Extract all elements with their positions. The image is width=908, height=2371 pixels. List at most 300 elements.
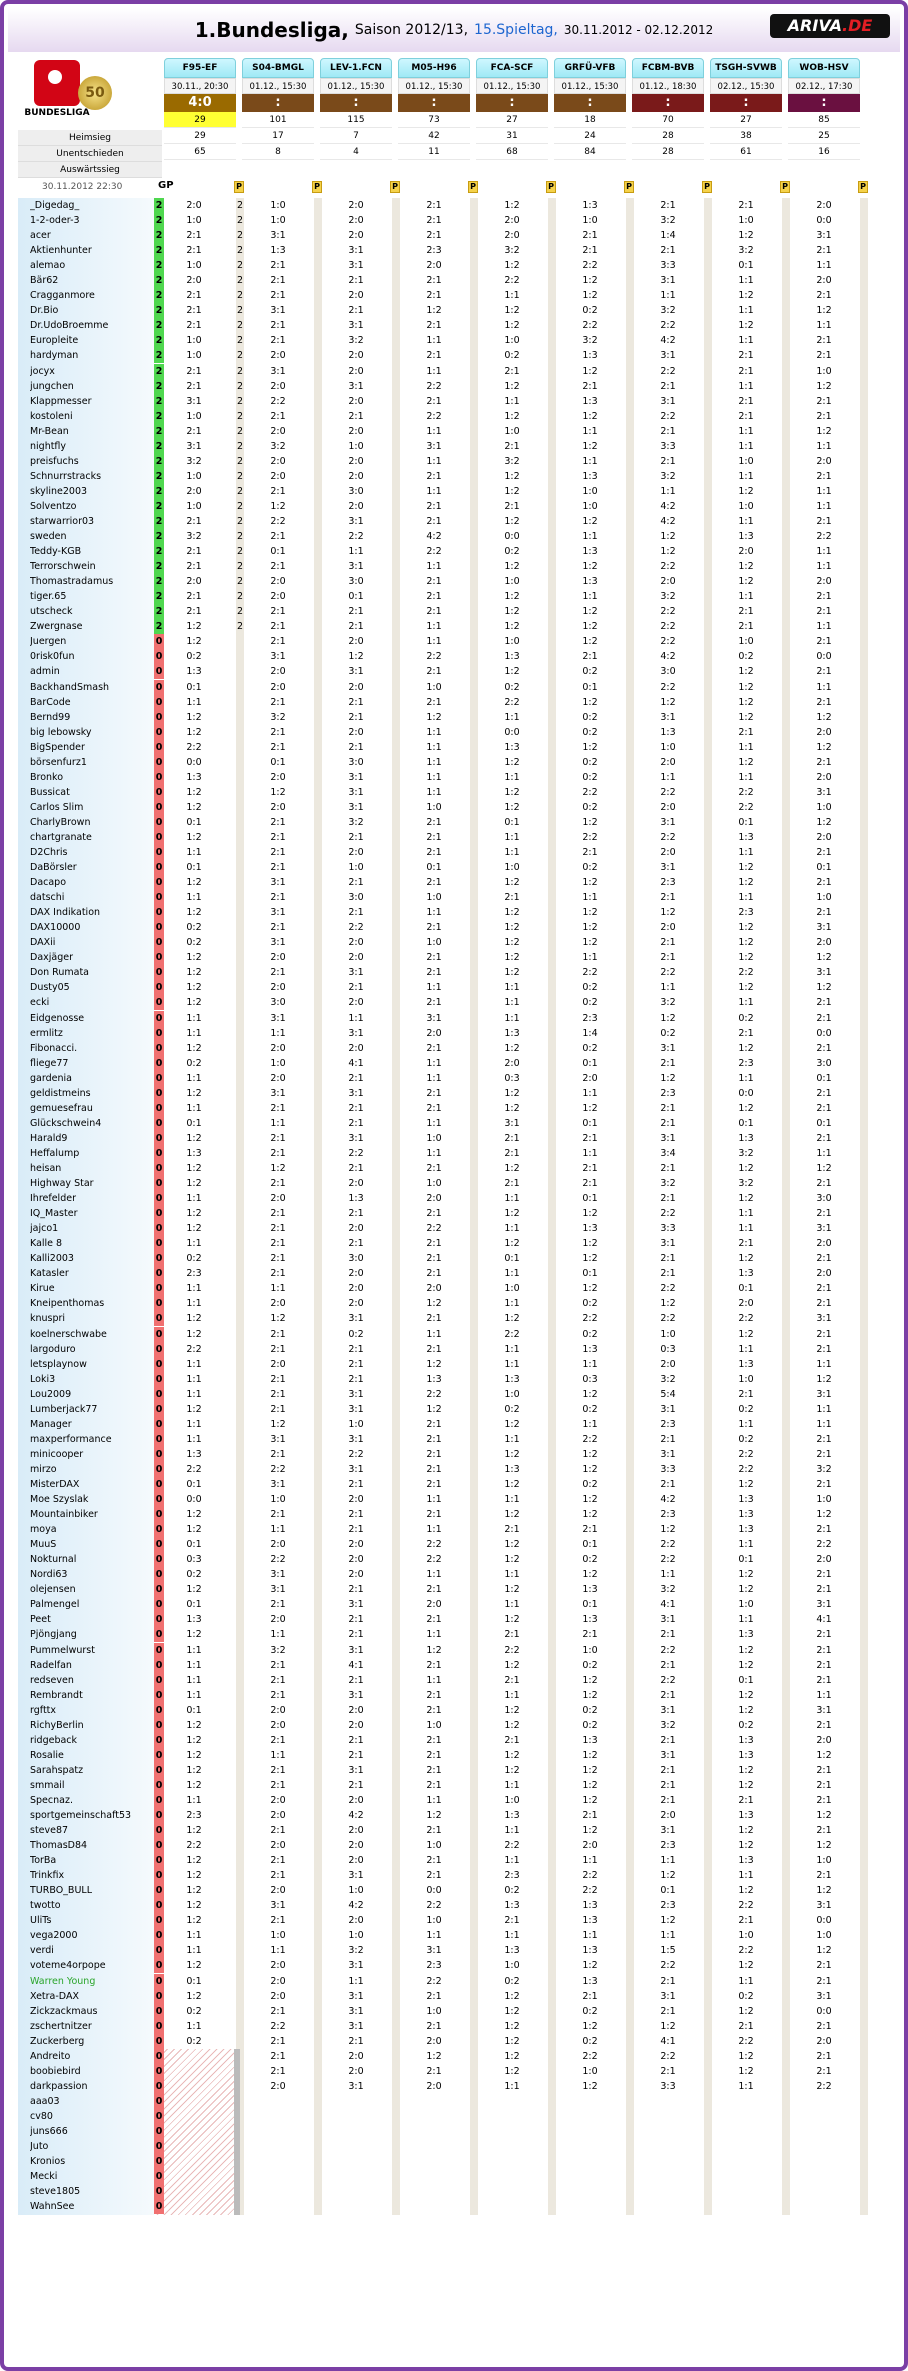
tip-cell: 3:1 xyxy=(660,1403,676,1415)
player-name[interactable]: boobiebird xyxy=(30,2065,81,2077)
table-row xyxy=(18,920,898,935)
tip-cell: 2:0 xyxy=(270,2080,286,2092)
player-name[interactable]: admin xyxy=(30,666,60,678)
table-row xyxy=(18,273,898,288)
player-name[interactable]: BarCode xyxy=(30,696,71,708)
tip-cell: 2:1 xyxy=(660,2065,676,2077)
tip-cell: 1:1 xyxy=(426,1072,442,1084)
player-name[interactable]: Harald9 xyxy=(30,1132,68,1144)
tip-cell: 2:0 xyxy=(270,380,286,392)
tip-cell: 2:2 xyxy=(660,681,676,693)
tip-cell: 2:0 xyxy=(270,1990,286,2002)
table-row xyxy=(18,1056,898,1071)
player-name[interactable]: Rembrandt xyxy=(30,1689,83,1701)
player-name[interactable]: Warren Young xyxy=(30,1975,96,1987)
player-name[interactable]: jungchen xyxy=(30,380,74,392)
tip-cell: 1:1 xyxy=(504,2080,520,2092)
match-column-grfü-vfb[interactable] xyxy=(554,58,626,176)
table-row xyxy=(18,454,898,469)
player-name[interactable]: Lumberjack77 xyxy=(30,1403,98,1415)
tip-cell: 2:2 xyxy=(738,801,754,813)
table-row xyxy=(18,1131,898,1146)
player-name[interactable]: voteme4orpope xyxy=(30,1960,106,1972)
tip-cell: 1:2 xyxy=(582,1794,598,1806)
player-name[interactable]: Kalle 8 xyxy=(30,1238,63,1250)
tip-cell: 1:2 xyxy=(186,1825,202,1837)
tip-cell: 1:1 xyxy=(738,1343,754,1355)
player-name[interactable]: Cragganmore xyxy=(30,290,95,302)
player-name[interactable]: Bernd99 xyxy=(30,711,71,723)
tip-cell: 3:0 xyxy=(348,576,364,588)
tip-cell: 2:0 xyxy=(348,937,364,949)
match-column-fcbm-bvb[interactable] xyxy=(632,58,704,176)
player-name[interactable]: Andreito xyxy=(30,2050,71,2062)
match-column-m05-h96[interactable] xyxy=(398,58,470,176)
tip-cell: 1:2 xyxy=(738,756,754,768)
player-name[interactable]: gardenia xyxy=(30,1072,72,1084)
player-name[interactable]: DaBörsler xyxy=(30,862,77,874)
player-name[interactable]: Radelfan xyxy=(30,1659,72,1671)
table-row xyxy=(18,1552,898,1567)
tip-cell: 2:1 xyxy=(660,1253,676,1265)
table-row xyxy=(18,424,898,439)
tip-cell: 1:2 xyxy=(270,500,286,512)
tip-cell: 2:1 xyxy=(660,1433,676,1445)
tip-cell: 2:3 xyxy=(426,1960,442,1972)
tip-cell: 2:1 xyxy=(270,1373,286,1385)
player-name[interactable]: ecki xyxy=(30,997,50,1009)
player-name[interactable]: sportgemeinschaft53 xyxy=(30,1810,132,1822)
tip-cell: 2:2 xyxy=(660,831,676,843)
player-name[interactable]: rgfttx xyxy=(30,1704,57,1716)
player-name[interactable]: Bär62 xyxy=(30,275,59,287)
gp-score: 0 xyxy=(155,2141,163,2153)
player-name[interactable]: Teddy-KGB xyxy=(30,546,82,558)
table-row xyxy=(18,1402,898,1417)
player-name[interactable]: börsenfurz1 xyxy=(30,756,87,768)
player-name[interactable]: Kirue xyxy=(30,1283,55,1295)
tip-cell: 2:1 xyxy=(426,967,442,979)
tip-cell: 1:2 xyxy=(270,786,286,798)
player-name[interactable]: Klappmesser xyxy=(30,395,92,407)
player-name[interactable]: Juergen xyxy=(30,636,67,648)
player-name[interactable]: minicooper xyxy=(30,1448,84,1460)
player-name[interactable]: Terrorschwein xyxy=(30,561,96,573)
tip-cell: 2:1 xyxy=(348,1734,364,1746)
gp-score: 0 xyxy=(155,741,163,753)
tip-cell: 1:2 xyxy=(504,2065,520,2077)
tip-cell: 2:2 xyxy=(582,2050,598,2062)
player-name[interactable]: Bronko xyxy=(30,771,64,783)
player-name[interactable]: DAX Indikation xyxy=(30,907,101,919)
tip-cell: 1:2 xyxy=(504,1087,520,1099)
table-row xyxy=(18,2034,898,2049)
tip-cell: 0:1 xyxy=(582,1117,598,1129)
player-name[interactable]: geldistmeins xyxy=(30,1087,91,1099)
table-row xyxy=(18,1793,898,1808)
player-name[interactable]: Pjöngjang xyxy=(30,1629,77,1641)
gp-score: 0 xyxy=(155,922,163,934)
table-row xyxy=(18,1236,898,1251)
gp-score: 0 xyxy=(155,1674,163,1686)
tip-cell: 0:1 xyxy=(186,681,202,693)
player-name[interactable]: Glückschwein4 xyxy=(30,1117,102,1129)
tip-cell: 2:0 xyxy=(816,937,832,949)
player-name[interactable]: CharlyBrown xyxy=(30,816,91,828)
player-name[interactable]: Aktienhunter xyxy=(30,245,92,257)
player-name[interactable]: Dr.UdoBroemme xyxy=(30,320,109,332)
player-name[interactable]: Mr-Bean xyxy=(30,425,69,437)
tip-cell: 3:1 xyxy=(660,1132,676,1144)
player-name[interactable]: largoduro xyxy=(30,1343,76,1355)
player-name[interactable]: Carlos Slim xyxy=(30,801,84,813)
player-name[interactable]: Sarahspatz xyxy=(30,1764,84,1776)
player-name[interactable]: _Digedag_ xyxy=(30,200,80,211)
tip-cell: 0:2 xyxy=(582,862,598,874)
player-name[interactable]: MisterDAX xyxy=(30,1478,80,1490)
tip-cell: 3:1 xyxy=(270,1569,286,1581)
tip-cell: 0:1 xyxy=(186,816,202,828)
match-column-tsgh-svwb[interactable] xyxy=(710,58,782,176)
match-result: : xyxy=(320,94,392,112)
player-name[interactable]: Moe Szyslak xyxy=(30,1494,89,1506)
tip-cell: 3:2 xyxy=(660,305,676,317)
tip-cell: 3:1 xyxy=(270,365,286,377)
match-points: 2 xyxy=(236,305,244,317)
table-row xyxy=(18,1176,898,1191)
tip-cell: 2:1 xyxy=(660,1764,676,1776)
tip-cell: 0:1 xyxy=(270,546,286,558)
player-name[interactable]: Daxjäger xyxy=(30,952,74,964)
tip-cell: 1:0 xyxy=(270,215,286,227)
player-name[interactable]: Kneipenthomas xyxy=(30,1298,105,1310)
player-name[interactable]: Katasler xyxy=(30,1268,69,1280)
tip-cell: 3:0 xyxy=(348,1253,364,1265)
player-name[interactable]: Europleite xyxy=(30,335,79,347)
tip-cell: 2:0 xyxy=(348,230,364,242)
player-name[interactable]: acer xyxy=(30,230,51,242)
player-name[interactable]: skyline2003 xyxy=(30,485,88,497)
player-name[interactable]: steve87 xyxy=(30,1825,69,1837)
player-name[interactable]: maxperformance xyxy=(30,1433,112,1445)
tip-cell: 2:1 xyxy=(816,847,832,859)
player-name[interactable]: Dacapo xyxy=(30,877,67,889)
player-name[interactable]: jajco1 xyxy=(30,1223,59,1235)
gp-score: 0 xyxy=(155,1840,163,1852)
player-name[interactable]: IQ_Master xyxy=(30,1208,78,1220)
player-name[interactable]: D2Chris xyxy=(30,847,68,859)
player-name[interactable]: TURBO_BULL xyxy=(30,1885,92,1897)
player-name[interactable]: Highway Star xyxy=(30,1178,94,1190)
tip-cell: 2:0 xyxy=(348,2065,364,2077)
tip-cell: 2:1 xyxy=(270,485,286,497)
tip-cell: 1:1 xyxy=(504,1298,520,1310)
player-name[interactable]: starwarrior03 xyxy=(30,515,95,527)
player-name[interactable]: MuuS xyxy=(30,1539,57,1551)
player-name[interactable]: koelnerschwabe xyxy=(30,1328,107,1340)
tip-cell: 2:1 xyxy=(504,1915,520,1927)
table-row xyxy=(18,649,898,664)
player-name[interactable]: big lebowsky xyxy=(30,726,92,738)
tip-cell: 1:3 xyxy=(504,1945,520,1957)
gp-score: 0 xyxy=(155,2035,163,2047)
player-name[interactable]: Juto xyxy=(30,2141,49,2153)
tip-cell: 2:2 xyxy=(426,1223,442,1235)
tip-cell: 1:1 xyxy=(738,997,754,1009)
tip-cell: 2:0 xyxy=(426,2035,442,2047)
player-name[interactable]: tiger.65 xyxy=(30,591,67,603)
tip-cell: 3:1 xyxy=(270,877,286,889)
tip-cell: 2:1 xyxy=(426,500,442,512)
tip-cell: 2:1 xyxy=(816,1960,832,1972)
player-name[interactable]: sweden xyxy=(30,531,67,543)
player-name[interactable]: 1-2-oder-3 xyxy=(30,215,80,227)
tip-cell: 2:0 xyxy=(186,485,202,497)
tip-cell: 1:2 xyxy=(504,260,520,272)
tip-cell: 1:1 xyxy=(816,1689,832,1701)
player-name[interactable]: Don Rumata xyxy=(30,967,89,979)
gp-score: 0 xyxy=(155,1087,163,1099)
tip-cell: 2:1 xyxy=(270,1102,286,1114)
tip-cell: 2:1 xyxy=(270,696,286,708)
player-name[interactable]: datschi xyxy=(30,892,65,904)
player-name[interactable]: Thomastradamus xyxy=(30,576,114,588)
player-name[interactable]: Manager xyxy=(30,1418,72,1430)
tip-cell: 1:2 xyxy=(582,1208,598,1220)
tip-cell: 1:1 xyxy=(186,1945,202,1957)
tip-cell: 0:1 xyxy=(186,1599,202,1611)
title-bar xyxy=(8,8,900,52)
player-name[interactable]: Kalli2003 xyxy=(30,1253,74,1265)
player-name[interactable]: Schnurrstracks xyxy=(30,470,102,482)
tip-cell: 1:2 xyxy=(738,230,754,242)
tip-cell: 1:1 xyxy=(816,561,832,573)
tip-cell: 2:1 xyxy=(186,591,202,603)
player-name[interactable]: vega2000 xyxy=(30,1930,78,1942)
player-name[interactable]: Dr.Bio xyxy=(30,305,59,317)
match-column-fca-scf[interactable] xyxy=(476,58,548,176)
tip-cell: 3:1 xyxy=(270,1012,286,1024)
player-name[interactable]: aaa03 xyxy=(30,2095,60,2107)
tip-cell: 1:2 xyxy=(186,1042,202,1054)
player-name[interactable]: Kronios xyxy=(30,2156,66,2168)
tip-cell: 0:0 xyxy=(816,1027,832,1039)
player-name[interactable]: TorBa xyxy=(30,1855,57,1867)
tip-cell: 2:1 xyxy=(426,591,442,603)
bundesliga-logo-icon xyxy=(34,60,80,106)
table-row xyxy=(18,1958,898,1973)
player-name[interactable]: Mecki xyxy=(30,2171,58,2183)
tip-cell: 1:1 xyxy=(660,485,676,497)
player-name[interactable]: Ihrefelder xyxy=(30,1193,76,1205)
player-name[interactable]: DAXii xyxy=(30,937,56,949)
tip-cell: 1:1 xyxy=(186,1358,202,1370)
player-name[interactable]: nightfly xyxy=(30,440,67,452)
home-win-count: 18 xyxy=(554,112,626,128)
tip-cell: 1:2 xyxy=(504,1539,520,1551)
match-column-f95-ef[interactable] xyxy=(164,58,236,176)
tip-cell: 2:0 xyxy=(348,1794,364,1806)
tip-cell: 2:3 xyxy=(186,1810,202,1822)
player-name[interactable]: kostoleni xyxy=(30,410,73,422)
tip-cell: 1:1 xyxy=(738,741,754,753)
player-name[interactable]: Loki3 xyxy=(30,1373,56,1385)
player-name[interactable]: Lou2009 xyxy=(30,1388,72,1400)
tip-cell: 1:0 xyxy=(186,470,202,482)
tip-cell: 1:2 xyxy=(738,1779,754,1791)
matchday-link[interactable]: 15.Spieltag, xyxy=(474,22,558,38)
player-name[interactable]: RichyBerlin xyxy=(30,1719,84,1731)
tip-cell: 2:1 xyxy=(348,1072,364,1084)
player-name[interactable]: fliege77 xyxy=(30,1057,69,1069)
player-name[interactable]: utscheck xyxy=(30,606,73,618)
player-name[interactable]: moya xyxy=(30,1524,57,1536)
tip-cell: 2:2 xyxy=(738,2035,754,2047)
player-name[interactable]: Peet xyxy=(30,1614,51,1626)
tip-cell: 2:1 xyxy=(270,816,286,828)
tip-cell: 2:1 xyxy=(816,1102,832,1114)
gp-score: 0 xyxy=(155,1644,163,1656)
player-name[interactable]: gemuesefrau xyxy=(30,1102,93,1114)
player-name[interactable]: hardyman xyxy=(30,350,79,362)
tip-cell: 0:2 xyxy=(186,1569,202,1581)
player-name[interactable]: Mountainbiker xyxy=(30,1509,98,1521)
tip-cell: 2:3 xyxy=(738,1057,754,1069)
player-name[interactable]: smmail xyxy=(30,1779,65,1791)
player-name[interactable]: Zuckerberg xyxy=(30,2035,85,2047)
tip-cell: 0:1 xyxy=(816,1072,832,1084)
player-name[interactable]: heisan xyxy=(30,1163,62,1174)
gp-score: 0 xyxy=(155,726,163,738)
player-name[interactable]: ermlitz xyxy=(30,1027,63,1039)
player-name[interactable]: Zickzackmaus xyxy=(30,2005,98,2017)
match-points: 2 xyxy=(236,410,244,422)
player-name[interactable]: Specnaz. xyxy=(30,1794,73,1806)
player-name[interactable]: redseven xyxy=(30,1674,74,1686)
match-column-wob-hsv[interactable] xyxy=(788,58,860,176)
player-name[interactable]: Palmengel xyxy=(30,1599,80,1611)
player-name[interactable]: zschertnitzer xyxy=(30,2020,92,2032)
tip-cell: 1:3 xyxy=(348,1193,364,1205)
tip-cell: 3:1 xyxy=(660,1448,676,1460)
ariva-logo[interactable]: ARIVA.DE xyxy=(770,14,890,38)
player-name[interactable]: Dusty05 xyxy=(30,982,70,994)
tip-cell: 1:1 xyxy=(426,1147,442,1159)
player-name[interactable]: Xetra-DAX xyxy=(30,1990,79,2002)
player-name[interactable]: knuspri xyxy=(30,1313,66,1325)
tip-cell: 2:0 xyxy=(348,1855,364,1867)
player-name[interactable]: Nordi63 xyxy=(30,1569,68,1581)
tip-cell: 2:1 xyxy=(348,1524,364,1536)
tip-cell: 2:2 xyxy=(660,1313,676,1325)
gp-score: 0 xyxy=(155,1343,163,1355)
tip-cell: 1:2 xyxy=(660,1298,676,1310)
tip-cell: 1:1 xyxy=(582,952,598,964)
tip-cell: 2:1 xyxy=(816,1298,832,1310)
player-name[interactable]: BackhandSmash xyxy=(30,681,110,693)
tip-cell: 1:1 xyxy=(738,771,754,783)
player-name[interactable]: jocyx xyxy=(30,365,55,377)
tip-cell: 1:0 xyxy=(504,1794,520,1806)
tip-cell: 1:2 xyxy=(816,425,832,437)
tip-cell: 3:1 xyxy=(348,1599,364,1611)
tip-cell: 2:2 xyxy=(660,320,676,332)
player-name[interactable]: cv80 xyxy=(30,2110,53,2122)
tip-cell: 1:2 xyxy=(186,1208,202,1220)
tip-cell: 2:1 xyxy=(738,1238,754,1250)
player-name[interactable]: olejensen xyxy=(30,1584,76,1596)
tip-cell: 2:1 xyxy=(816,1132,832,1144)
tip-cell: 1:2 xyxy=(426,1810,442,1822)
table-row xyxy=(18,589,898,604)
tip-cell: 3:3 xyxy=(660,260,676,272)
match-column-lev-1.fcn[interactable] xyxy=(320,58,392,176)
gp-score: 0 xyxy=(155,1825,163,1837)
player-name[interactable]: ridgeback xyxy=(30,1734,78,1746)
player-name[interactable]: DAX10000 xyxy=(30,922,81,934)
player-name[interactable]: mirzo xyxy=(30,1463,57,1475)
tip-cell: 2:0 xyxy=(348,1569,364,1581)
player-name[interactable]: Eidgenosse xyxy=(30,1012,85,1024)
player-name[interactable]: preisfuchs xyxy=(30,455,79,467)
gp-score: 0 xyxy=(155,771,163,783)
player-name[interactable]: Nokturnal xyxy=(30,1554,77,1566)
gp-score: 0 xyxy=(155,1704,163,1716)
tip-cell: 0:2 xyxy=(582,2005,598,2017)
player-name[interactable]: Rosalie xyxy=(30,1749,64,1761)
tip-cell: 1:1 xyxy=(816,485,832,497)
player-name[interactable]: Solventzo xyxy=(30,500,77,512)
player-name[interactable]: steve1805 xyxy=(30,2186,81,2198)
player-name[interactable]: twotto xyxy=(30,1900,61,1912)
player-name[interactable]: Pummelwurst xyxy=(30,1644,95,1656)
table-row xyxy=(18,1823,898,1838)
player-name[interactable]: BigSpender xyxy=(30,741,85,753)
player-name[interactable]: 0risk0fun xyxy=(30,651,75,663)
tip-cell: 1:1 xyxy=(738,470,754,482)
player-name[interactable]: Bussicat xyxy=(30,786,70,798)
tip-cell: 0:3 xyxy=(582,1373,598,1385)
player-name[interactable]: Fibonacci. xyxy=(30,1042,78,1054)
player-name[interactable]: Trinkfix xyxy=(30,1870,65,1882)
tip-cell: 2:2 xyxy=(660,606,676,618)
tip-cell: 1:2 xyxy=(504,1764,520,1776)
player-name[interactable]: ThomasD84 xyxy=(30,1840,88,1852)
player-name[interactable]: Heffalump xyxy=(30,1147,80,1159)
tip-cell: 1:3 xyxy=(504,1463,520,1475)
player-name[interactable]: letsplaynow xyxy=(30,1358,87,1370)
match-column-s04-bmgl[interactable] xyxy=(242,58,314,176)
player-name[interactable]: chartgranate xyxy=(30,831,92,843)
tip-cell: 1:1 xyxy=(582,425,598,437)
gp-score: 2 xyxy=(155,606,163,618)
player-name[interactable]: verdi xyxy=(30,1945,54,1957)
player-name[interactable]: alemao xyxy=(30,260,66,272)
player-name[interactable]: Zwergnase xyxy=(30,621,83,633)
player-name[interactable]: darkpassion xyxy=(30,2080,88,2092)
gp-score: 0 xyxy=(155,1689,163,1701)
player-name[interactable]: UliTs xyxy=(30,1915,52,1927)
tip-cell: 0:2 xyxy=(504,546,520,558)
tip-cell: 1:1 xyxy=(738,335,754,347)
tip-cell: 2:1 xyxy=(426,847,442,859)
player-name[interactable]: juns666 xyxy=(30,2126,68,2137)
tip-cell: 2:1 xyxy=(270,1178,286,1190)
player-name[interactable]: WahnSee xyxy=(30,2201,75,2213)
gp-score: 0 xyxy=(155,1584,163,1596)
tip-cell: 3:1 xyxy=(660,1990,676,2002)
tip-cell: 1:1 xyxy=(348,546,364,558)
